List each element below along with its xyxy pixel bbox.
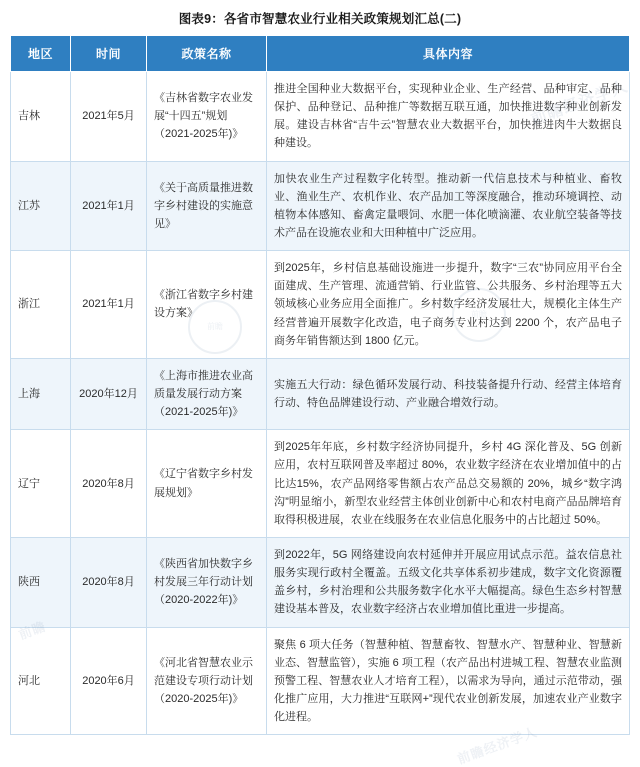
cell-policy-name: 《河北省智慧农业示范建设专项行动计划（2020-2025年)》 bbox=[147, 627, 267, 735]
cell-region: 上海 bbox=[11, 358, 71, 429]
cell-policy-name: 《吉林省数字农业发展“十四五”规划（2021-2025年)》 bbox=[147, 72, 267, 162]
page-title: 图表9：各省市智慧农业行业相关政策规划汇总(二) bbox=[178, 12, 462, 26]
cell-region: 辽宁 bbox=[11, 430, 71, 538]
cell-policy-name: 《陕西省加快数字乡村发展三年行动计划（2020-2022年)》 bbox=[147, 537, 267, 627]
table-row bbox=[11, 430, 630, 538]
cell-content: 聚焦 6 项大任务（智慧种植、智慧畜牧、智慧水产、智慧种业、智慧新业态、智慧监管），实施 6 项工程（农产品出村进城工程、智慧农业监测预警工程、智慧农业人才培育工程），以需求为导向，通过示范带动，强化推广应用，大力推进“互联网+”现代农业创新发展，加速农业产业数字化进程。 bbox=[267, 627, 630, 735]
column-header-time: 时间 bbox=[71, 36, 147, 72]
table-header bbox=[11, 36, 630, 72]
cell-policy-name: 《辽宁省数字乡村发展规划》 bbox=[147, 430, 267, 538]
cell-region: 浙江 bbox=[11, 251, 71, 359]
column-header-content: 具体内容 bbox=[267, 36, 630, 72]
cell-region: 河北 bbox=[11, 627, 71, 735]
cell-policy-name: 《关于高质量推进数字乡村建设的实施意见》 bbox=[147, 161, 267, 251]
cell-region: 江苏 bbox=[11, 161, 71, 251]
cell-time: 2021年5月 bbox=[71, 72, 147, 162]
watermark: 前瞻经济学人 bbox=[455, 724, 540, 767]
cell-time: 2021年1月 bbox=[71, 251, 147, 359]
table-row bbox=[11, 537, 630, 627]
cell-policy-name: 《浙江省数字乡村建设方案》 bbox=[147, 251, 267, 359]
table-row bbox=[11, 358, 630, 429]
table-row bbox=[11, 251, 630, 359]
column-header-policy-name: 政策名称 bbox=[147, 36, 267, 72]
cell-content: 到2022年，5G 网络建设向农村延伸并开展应用试点示范。益农信息社服务实现行政村全覆盖。五级文化共享体系初步建成，数字文化资源覆盖乡村，乡村治理和公共服务数字化水平大幅提高。绿色生态乡村智慧建设基本普及，农业数字经济占农业增加值比重进一步提高。 bbox=[267, 537, 630, 627]
cell-time: 2020年6月 bbox=[71, 627, 147, 735]
cell-region: 陕西 bbox=[11, 537, 71, 627]
table-body bbox=[11, 72, 630, 735]
table-header-row bbox=[11, 36, 630, 72]
cell-content: 实施五大行动：绿色循环发展行动、科技装备提升行动、经营主体培育行动、特色品牌建设行动、产业融合增效行动。 bbox=[267, 358, 630, 429]
cell-policy-name: 《上海市推进农业高质量发展行动方案（2021-2025年)》 bbox=[147, 358, 267, 429]
policy-table bbox=[10, 35, 630, 735]
table-row bbox=[11, 627, 630, 735]
cell-content: 推进全国种业大数据平台，实现种业企业、生产经营、品种审定、品种保护、品种登记、品种推广等数据互联互通，加快推进数字种业创新发展。建设吉林省“吉牛云”智慧农业大数据平台，加快推进肉牛大数据良种建设。 bbox=[267, 72, 630, 162]
table-row bbox=[11, 72, 630, 162]
cell-content: 加快农业生产过程数字化转型。推动新一代信息技术与种植业、畜牧业、渔业生产、农机作业、农产品加工等深度融合，推动环境调控、动植物本体感知、畜禽定量喂饲、水肥一体化喷滴灌、农业航空装备等技术产品在设施农业和大田种植中广泛应用。 bbox=[267, 161, 630, 251]
column-header-region: 地区 bbox=[11, 36, 71, 72]
table-row bbox=[11, 161, 630, 251]
cell-time: 2021年1月 bbox=[71, 161, 147, 251]
cell-time: 2020年8月 bbox=[71, 430, 147, 538]
cell-time: 2020年8月 bbox=[71, 537, 147, 627]
cell-region: 吉林 bbox=[11, 72, 71, 162]
cell-content: 到2025年年底，乡村数字经济协同提升，乡村 4G 深化普及、5G 创新应用，农村互联网普及率超过 80%，农业数字经济在农业增加值中的占比达15%，农产品网络零售额占农产品总交易额的 20%，城乡“数字鸿沟”明显缩小，新型农业经营主体创业创新中心和农村电商产品品牌培育取得积极进展，农业在线服务在农业信息化服务中的占比超过 50%。 bbox=[267, 430, 630, 538]
cell-time: 2020年12月 bbox=[71, 358, 147, 429]
cell-content: 到2025年，乡村信息基础设施进一步提升，数字“三农”协同应用平台全面建成、生产管理、流通营销、行业监管、公共服务、乡村治理等五大领域核心业务应用全面推广。乡村数字经济发展壮大，规模化主体生产经营普遍开展数字化改造，电子商务专业村达到 2200 个，农产品电子商务年销售额达到 1800 亿元。 bbox=[267, 251, 630, 359]
